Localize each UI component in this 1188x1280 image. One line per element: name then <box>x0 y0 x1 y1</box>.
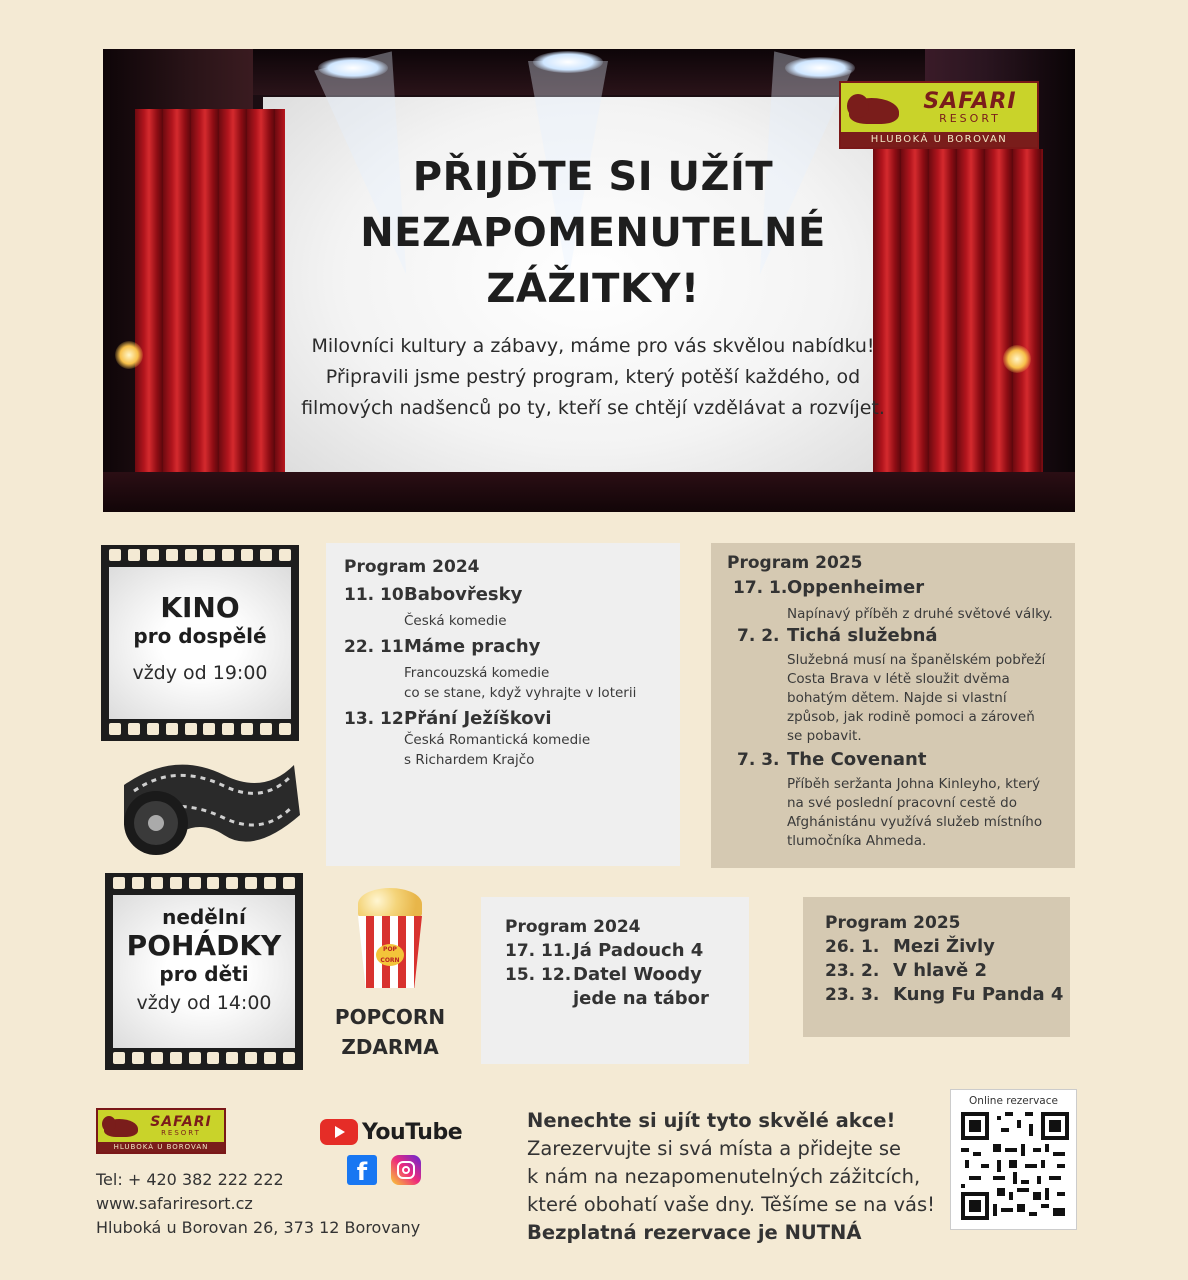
program-title[interactable]: V hlavě 2 <box>893 960 988 981</box>
instagram-icon[interactable] <box>391 1155 421 1185</box>
address: Hluboká u Borovan 26, 373 12 Borovany <box>96 1218 421 1237</box>
program-title[interactable]: Já Padouch 4 <box>573 940 704 961</box>
kino-program-2025 <box>711 543 1075 868</box>
program-desc: Francouzská komedie <box>404 665 550 681</box>
program-title[interactable]: The Covenant <box>787 749 927 770</box>
program-desc: na své poslední pracovní cestě do <box>787 795 1017 811</box>
film-holes <box>109 723 291 737</box>
bison-icon <box>102 1114 142 1138</box>
program-desc: způsob, jak rodině pomoci a zároveň <box>787 709 1035 725</box>
popcorn-icon <box>352 888 428 998</box>
cta-heading: Nenechte si ujít tyto skvělé akce! <box>527 1109 896 1132</box>
popcorn-free-text: POPCORN ZDARMA <box>334 1005 446 1059</box>
kino-title: KINO <box>160 591 240 624</box>
curtain-right <box>873 149 1043 507</box>
hero-banner <box>103 49 1075 512</box>
kino-subtitle: pro dospělé <box>133 624 267 648</box>
qr-label: Online rezervace <box>969 1095 1058 1107</box>
program-title[interactable]: Máme prachy <box>404 636 541 657</box>
program-date: 23. 2. <box>825 961 880 981</box>
logo-place: HLUBOKÁ U BOROVAN <box>841 132 1037 147</box>
hero-title-line: ZÁŽITKY! <box>486 266 700 312</box>
program-heading: Program 2025 <box>825 913 961 933</box>
qr-code-card[interactable] <box>950 1089 1077 1230</box>
film-holes <box>109 549 291 563</box>
program-date: 22. 11. <box>344 637 411 657</box>
cta-final: Bezplatná rezervace je NUTNÁ <box>527 1221 862 1244</box>
phone-number[interactable]: Tel: + 420 382 222 222 <box>96 1170 284 1189</box>
film-reel-icon <box>104 755 300 861</box>
program-desc: Costa Brava v létě sloužit dvěma <box>787 671 1010 687</box>
youtube-link[interactable] <box>320 1119 462 1145</box>
program-desc: Česká Romantická komedie <box>404 732 591 748</box>
pohadky-program-2025 <box>803 897 1070 1037</box>
qr-code-icon <box>961 1112 1069 1220</box>
program-date: 23. 3. <box>825 985 880 1005</box>
spotlight-icon <box>318 57 388 79</box>
program-title[interactable]: Kung Fu Panda 4 <box>893 984 1064 1005</box>
kino-time: vždy od 19:00 <box>132 662 268 684</box>
program-date: 7. 2. <box>737 626 780 646</box>
hero-title-line: NEZAPOMENUTELNÉ <box>360 210 826 256</box>
spotlight-icon <box>533 51 603 73</box>
call-to-action: Nenechte si ujít tyto skvělé akce! Zarezervujte si svá místa a přidejte se k nám na nezapomenutelných zážitcích, které obohatí vaše dny. Těšíme se na vás! Bezplatná rezervace je NUTNÁ <box>527 1107 937 1247</box>
pohadky-time: vždy od 14:00 <box>136 992 272 1014</box>
kino-badge <box>101 545 299 741</box>
pohadky-line1: nedělní <box>162 905 246 929</box>
facebook-icon[interactable]: f <box>347 1155 377 1185</box>
film-holes <box>113 1052 295 1066</box>
logo-name: SAFARI <box>923 88 1017 114</box>
wall-lamp-icon <box>115 341 143 369</box>
bison-icon <box>847 90 909 126</box>
logo-name: SAFARI <box>150 1114 212 1130</box>
program-title[interactable]: Přání Ježíškovi <box>404 708 552 729</box>
hero-text: Milovníci kultury a zábavy, máme pro vás skvělou nabídku! Připravili jsme pestrý program, který potěší každého, od filmových nadšenců po ty, kteří se chtějí vzdělávat a rozvíjet. <box>301 335 885 419</box>
program-desc: s Richardem Krajčo <box>404 752 535 768</box>
pohadky-title: POHÁDKY <box>126 929 282 962</box>
stage <box>103 472 1075 512</box>
program-desc: tlumočníka Ahmeda. <box>787 833 927 849</box>
pohadky-program-2024 <box>481 897 749 1064</box>
program-date: 17. 11. <box>505 941 572 961</box>
program-desc: Afghánistánu využívá služeb místního <box>787 814 1043 830</box>
program-title[interactable]: Babovřesky <box>404 584 523 605</box>
program-heading: Program 2024 <box>344 557 480 577</box>
program-date: 7. 3. <box>737 750 780 770</box>
program-date: 15. 12. <box>505 965 572 985</box>
youtube-icon <box>320 1119 358 1145</box>
program-desc: Služebná musí na španělském pobřeží <box>787 652 1046 668</box>
curtain-left <box>135 109 285 507</box>
program-title[interactable]: jede na tábor <box>573 988 709 1009</box>
program-heading: Program 2024 <box>505 917 641 937</box>
film-holes <box>113 877 295 891</box>
program-heading: Program 2025 <box>727 553 863 573</box>
program-date: 17. 1. <box>733 578 788 598</box>
program-desc: Napínavý příběh z druhé světové války. <box>787 606 1053 622</box>
program-desc: co se stane, když vyhrajte v loterii <box>404 685 637 701</box>
popcorn-badge: POP CORN <box>376 944 404 966</box>
safari-resort-logo-footer[interactable] <box>96 1108 226 1154</box>
program-desc: Příběh seržanta Johna Kinleyho, který <box>787 776 1041 792</box>
hero-title-line: PŘIJĎTE SI UŽÍT <box>412 154 774 200</box>
pohadky-badge <box>105 873 303 1070</box>
kino-program-2024 <box>326 543 680 866</box>
website-link[interactable]: www.safariresort.cz <box>96 1194 253 1213</box>
program-desc: bohatým dětem. Najde si vlastní <box>787 690 1007 706</box>
spotlight-icon <box>785 57 855 79</box>
logo-sub: RESORT <box>939 111 1001 125</box>
program-date: 11. 10. <box>344 585 411 605</box>
logo-place: HLUBOKÁ U BOROVAN <box>98 1142 224 1152</box>
youtube-label: YouTube <box>362 1119 463 1145</box>
program-desc: se pobavit. <box>787 728 862 744</box>
program-title[interactable]: Mezi Živly <box>893 936 995 957</box>
program-desc: Česká komedie <box>404 613 507 629</box>
pohadky-subtitle: pro děti <box>159 962 249 986</box>
program-date: 26. 1. <box>825 937 880 957</box>
program-title[interactable]: Oppenheimer <box>787 577 925 598</box>
program-title[interactable]: Tichá služebná <box>787 625 938 646</box>
program-date: 13. 12. <box>344 709 411 729</box>
program-title[interactable]: Datel Woody <box>573 964 702 985</box>
hero-title <box>303 149 883 317</box>
logo-sub: RESORT <box>161 1129 201 1137</box>
safari-resort-logo[interactable] <box>839 81 1039 149</box>
wall-lamp-icon <box>1003 345 1031 373</box>
